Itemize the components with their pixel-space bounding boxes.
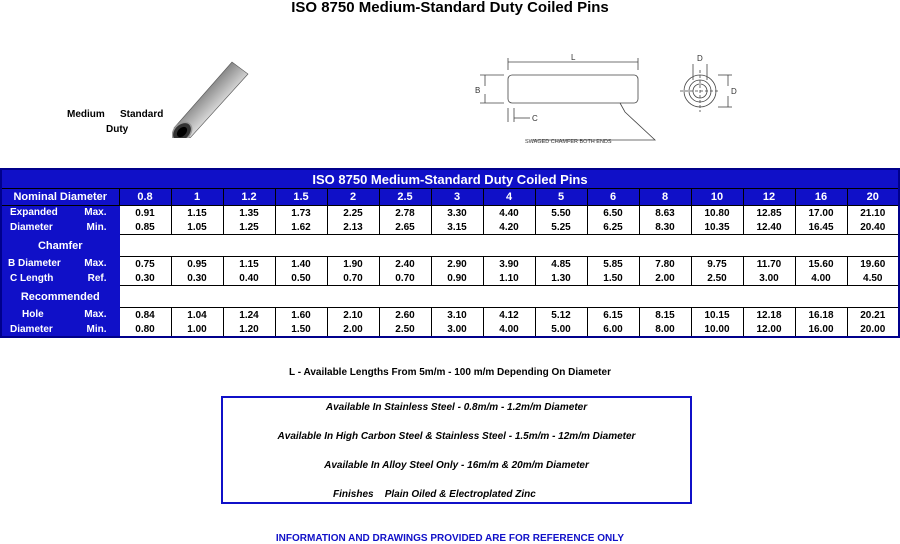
spec-table bbox=[0, 168, 900, 338]
value-cell: 0.80 bbox=[119, 322, 171, 337]
nominal-cell: 1 bbox=[171, 189, 223, 206]
material-line-2: Available In High Carbon Steel & Stainless Steel - 1.5m/m - 12m/m Diameter bbox=[277, 431, 636, 442]
max-label: Max. bbox=[69, 206, 119, 221]
drawing-d-top-label: D bbox=[697, 54, 703, 63]
chamfer-header-row bbox=[1, 235, 899, 257]
value-cell: 0.95 bbox=[171, 257, 223, 272]
nominal-cell: 10 bbox=[691, 189, 743, 206]
nominal-cell: 4 bbox=[483, 189, 535, 206]
chamfer-label: Chamfer bbox=[1, 235, 119, 257]
b-diameter-label: B Diameter bbox=[1, 257, 69, 272]
hole-label: Hole bbox=[1, 308, 69, 323]
value-cell: 15.60 bbox=[795, 257, 847, 272]
finishes-label: Finishes bbox=[333, 489, 374, 500]
nominal-cell: 5 bbox=[535, 189, 587, 206]
drawing-b-label: B bbox=[475, 86, 481, 95]
value-cell: 20.40 bbox=[847, 220, 899, 235]
value-cell: 2.13 bbox=[327, 220, 379, 235]
value-cell: 2.10 bbox=[327, 308, 379, 323]
hole-min-row bbox=[1, 322, 899, 337]
recommended-header-row bbox=[1, 286, 899, 308]
value-cell: 11.70 bbox=[743, 257, 795, 272]
value-cell: 19.60 bbox=[847, 257, 899, 272]
value-cell: 2.40 bbox=[379, 257, 431, 272]
value-cell: 4.12 bbox=[483, 308, 535, 323]
nominal-row bbox=[1, 189, 899, 206]
lengths-note: L - Available Lengths From 5m/m - 100 m/m Depending On Diameter bbox=[289, 367, 611, 378]
value-cell: 12.00 bbox=[743, 322, 795, 337]
reference-footer: INFORMATION AND DRAWINGS PROVIDED ARE FOR REFERENCE ONLY bbox=[275, 533, 625, 544]
ref-label: Ref. bbox=[69, 271, 119, 286]
nominal-cell: 6 bbox=[587, 189, 639, 206]
value-cell: 1.50 bbox=[587, 271, 639, 286]
value-cell: 3.15 bbox=[431, 220, 483, 235]
value-cell: 21.10 bbox=[847, 206, 899, 221]
value-cell: 20.21 bbox=[847, 308, 899, 323]
value-cell: 12.40 bbox=[743, 220, 795, 235]
material-line-1: Available In Stainless Steel - 0.8m/m - 1.2m/m Diameter bbox=[325, 402, 588, 413]
max-label: Max. bbox=[69, 308, 119, 323]
blank-cell bbox=[119, 235, 899, 257]
nominal-cell: 1.5 bbox=[275, 189, 327, 206]
pin-end-drawing bbox=[668, 50, 748, 130]
value-cell: 6.00 bbox=[587, 322, 639, 337]
value-cell: 1.40 bbox=[275, 257, 327, 272]
value-cell: 8.30 bbox=[639, 220, 691, 235]
value-cell: 2.60 bbox=[379, 308, 431, 323]
value-cell: 5.00 bbox=[535, 322, 587, 337]
value-cell: 1.10 bbox=[483, 271, 535, 286]
value-cell: 1.00 bbox=[171, 322, 223, 337]
nominal-cell: 2.5 bbox=[379, 189, 431, 206]
value-cell: 4.00 bbox=[795, 271, 847, 286]
value-cell: 4.85 bbox=[535, 257, 587, 272]
value-cell: 3.10 bbox=[431, 308, 483, 323]
value-cell: 6.50 bbox=[587, 206, 639, 221]
value-cell: 0.70 bbox=[327, 271, 379, 286]
value-cell: 4.20 bbox=[483, 220, 535, 235]
value-cell: 0.50 bbox=[275, 271, 327, 286]
min-label: Min. bbox=[69, 322, 119, 337]
value-cell: 3.00 bbox=[431, 322, 483, 337]
value-cell: 1.04 bbox=[171, 308, 223, 323]
value-cell: 1.90 bbox=[327, 257, 379, 272]
value-cell: 5.50 bbox=[535, 206, 587, 221]
finishes-line bbox=[333, 489, 536, 500]
value-cell: 6.15 bbox=[587, 308, 639, 323]
value-cell: 0.84 bbox=[119, 308, 171, 323]
max-label: Max. bbox=[69, 257, 119, 272]
material-line-3: Available In Alloy Steel Only - 16m/m & 20m/m Diameter bbox=[324, 460, 589, 471]
drawing-chamfer-note: SWAGED CHAMFER BOTH ENDS bbox=[525, 139, 612, 145]
value-cell: 2.78 bbox=[379, 206, 431, 221]
value-cell: 7.80 bbox=[639, 257, 691, 272]
expanded-label: Expanded bbox=[1, 206, 69, 221]
nominal-cell: 3 bbox=[431, 189, 483, 206]
value-cell: 1.60 bbox=[275, 308, 327, 323]
value-cell: 3.30 bbox=[431, 206, 483, 221]
value-cell: 0.85 bbox=[119, 220, 171, 235]
value-cell: 10.35 bbox=[691, 220, 743, 235]
value-cell: 2.65 bbox=[379, 220, 431, 235]
drawing-d-side-label: D bbox=[731, 87, 737, 96]
materials-box bbox=[221, 396, 692, 504]
nominal-cell: 8 bbox=[639, 189, 691, 206]
value-cell: 17.00 bbox=[795, 206, 847, 221]
value-cell: 0.40 bbox=[223, 271, 275, 286]
expanded-min-row bbox=[1, 220, 899, 235]
value-cell: 16.45 bbox=[795, 220, 847, 235]
value-cell: 4.40 bbox=[483, 206, 535, 221]
value-cell: 2.00 bbox=[327, 322, 379, 337]
value-cell: 1.50 bbox=[275, 322, 327, 337]
recommended-label: Recommended bbox=[1, 286, 119, 308]
expanded-max-row bbox=[1, 206, 899, 221]
chamfer-b-row bbox=[1, 257, 899, 272]
nominal-cell: 12 bbox=[743, 189, 795, 206]
hole-max-row bbox=[1, 308, 899, 323]
value-cell: 1.24 bbox=[223, 308, 275, 323]
hole-diameter-label: Diameter bbox=[1, 322, 69, 337]
value-cell: 3.00 bbox=[743, 271, 795, 286]
value-cell: 1.35 bbox=[223, 206, 275, 221]
value-cell: 10.00 bbox=[691, 322, 743, 337]
pin-side-drawing bbox=[470, 50, 670, 145]
value-cell: 16.00 bbox=[795, 322, 847, 337]
pin-label-duty: Duty bbox=[106, 124, 129, 135]
value-cell: 10.15 bbox=[691, 308, 743, 323]
value-cell: 2.90 bbox=[431, 257, 483, 272]
value-cell: 1.25 bbox=[223, 220, 275, 235]
value-cell: 8.00 bbox=[639, 322, 691, 337]
drawing-length-label: L bbox=[571, 53, 576, 62]
value-cell: 2.50 bbox=[379, 322, 431, 337]
value-cell: 20.00 bbox=[847, 322, 899, 337]
value-cell: 9.75 bbox=[691, 257, 743, 272]
finishes-value: Plain Oiled & Electroplated Zinc bbox=[384, 489, 536, 500]
value-cell: 5.25 bbox=[535, 220, 587, 235]
value-cell: 1.30 bbox=[535, 271, 587, 286]
value-cell: 2.25 bbox=[327, 206, 379, 221]
value-cell: 12.85 bbox=[743, 206, 795, 221]
page-title: ISO 8750 Medium-Standard Duty Coiled Pins bbox=[291, 0, 609, 16]
pin-label-standard: Standard bbox=[120, 109, 164, 120]
value-cell: 0.30 bbox=[171, 271, 223, 286]
table-title: ISO 8750 Medium-Standard Duty Coiled Pins bbox=[1, 169, 899, 189]
value-cell: 6.25 bbox=[587, 220, 639, 235]
nominal-cell: 16 bbox=[795, 189, 847, 206]
nominal-cell: 2 bbox=[327, 189, 379, 206]
nominal-label: Nominal Diameter bbox=[1, 189, 119, 206]
value-cell: 5.85 bbox=[587, 257, 639, 272]
value-cell: 2.00 bbox=[639, 271, 691, 286]
value-cell: 0.91 bbox=[119, 206, 171, 221]
drawing-c-label: C bbox=[532, 114, 538, 123]
value-cell: 12.18 bbox=[743, 308, 795, 323]
value-cell: 8.15 bbox=[639, 308, 691, 323]
diameter-label: Diameter bbox=[1, 220, 69, 235]
nominal-cell: 1.2 bbox=[223, 189, 275, 206]
value-cell: 1.62 bbox=[275, 220, 327, 235]
value-cell: 3.90 bbox=[483, 257, 535, 272]
value-cell: 2.50 bbox=[691, 271, 743, 286]
value-cell: 4.50 bbox=[847, 271, 899, 286]
chamfer-c-row bbox=[1, 271, 899, 286]
value-cell: 5.12 bbox=[535, 308, 587, 323]
c-length-label: C Length bbox=[1, 271, 69, 286]
coiled-pin-photo bbox=[172, 58, 252, 138]
pin-label-medium: Medium bbox=[67, 109, 105, 120]
value-cell: 10.80 bbox=[691, 206, 743, 221]
value-cell: 1.15 bbox=[171, 206, 223, 221]
value-cell: 0.70 bbox=[379, 271, 431, 286]
value-cell: 1.05 bbox=[171, 220, 223, 235]
value-cell: 1.20 bbox=[223, 322, 275, 337]
value-cell: 4.00 bbox=[483, 322, 535, 337]
nominal-cell: 0.8 bbox=[119, 189, 171, 206]
value-cell: 8.63 bbox=[639, 206, 691, 221]
value-cell: 0.30 bbox=[119, 271, 171, 286]
value-cell: 0.75 bbox=[119, 257, 171, 272]
value-cell: 16.18 bbox=[795, 308, 847, 323]
blank-cell bbox=[119, 286, 899, 308]
value-cell: 1.73 bbox=[275, 206, 327, 221]
value-cell: 1.15 bbox=[223, 257, 275, 272]
value-cell: 0.90 bbox=[431, 271, 483, 286]
nominal-cell: 20 bbox=[847, 189, 899, 206]
min-label: Min. bbox=[69, 220, 119, 235]
